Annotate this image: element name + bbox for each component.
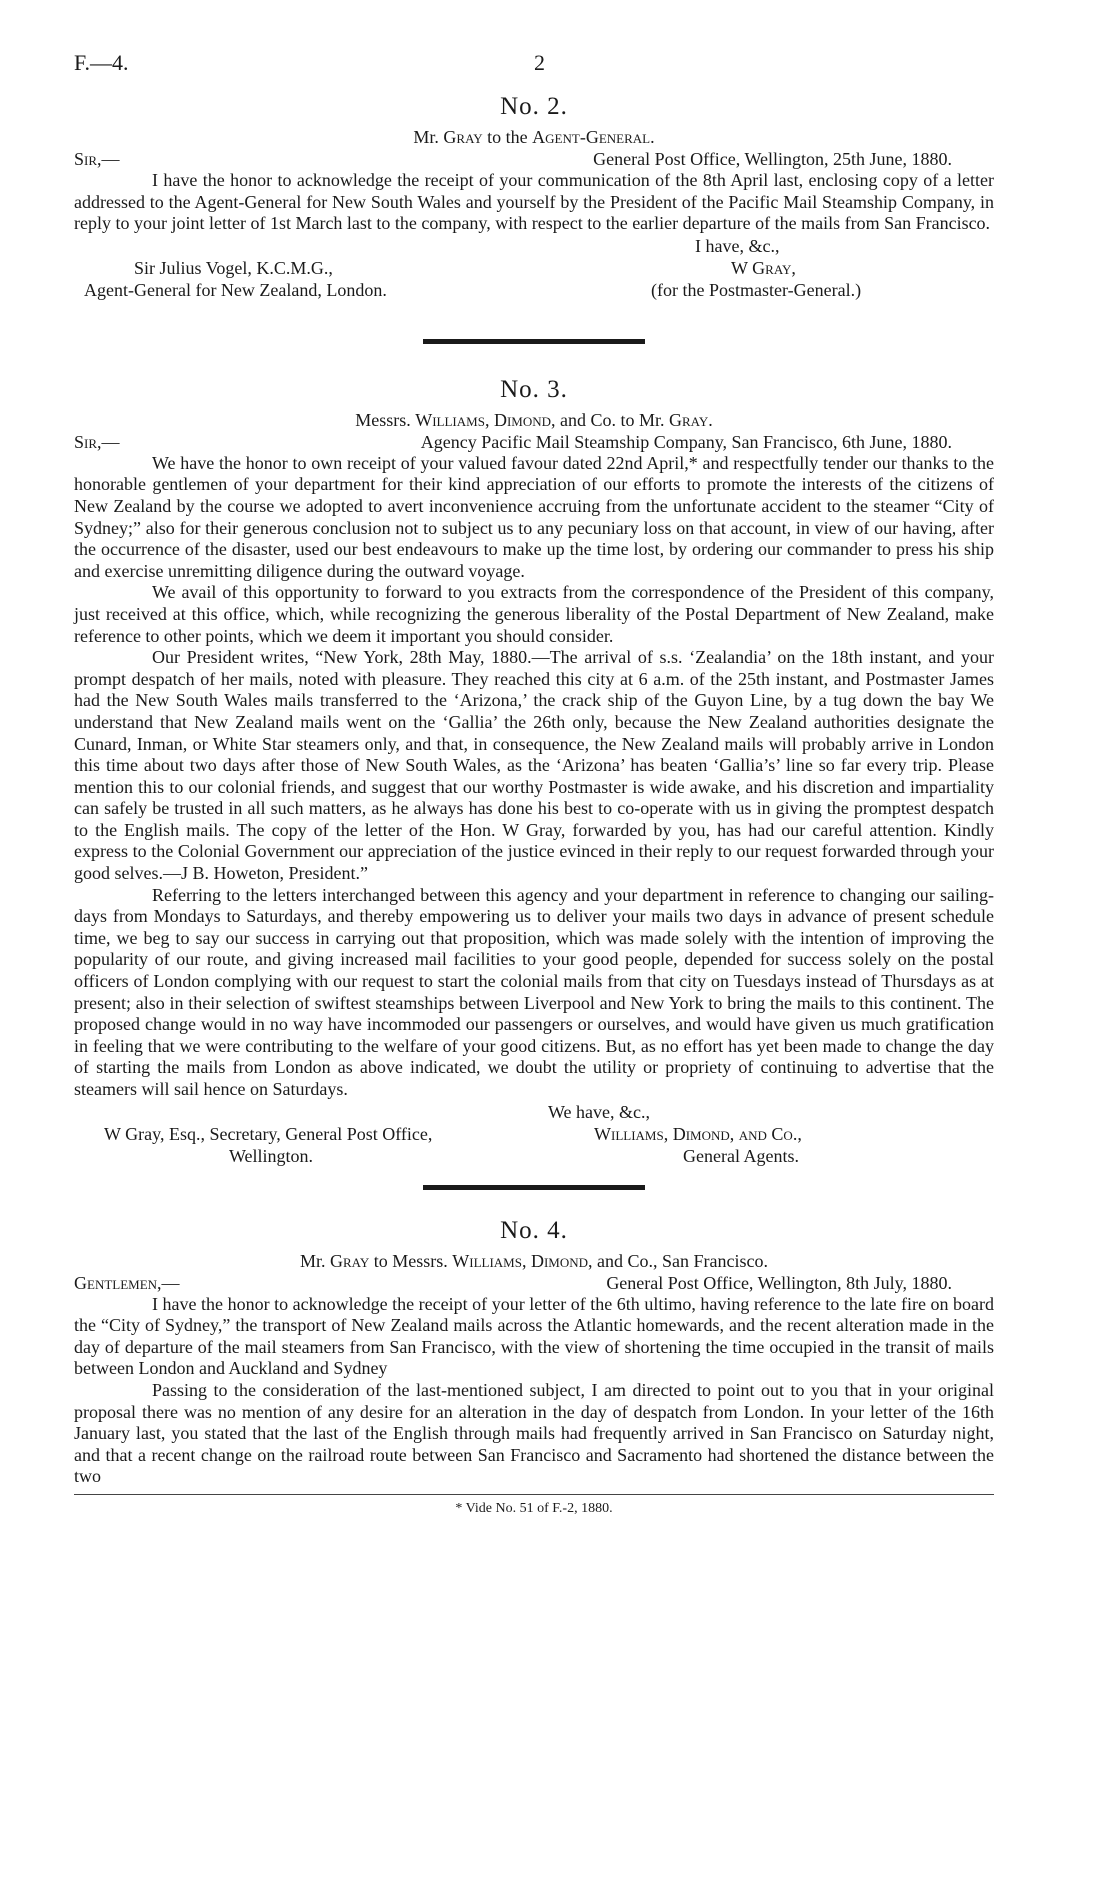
letter-heading [74,1250,994,1272]
section-divider [423,1185,645,1190]
letter-closing [74,1101,994,1167]
letter-address: Agency Pacific Mail Steamship Company, San Francisco, 6th June, 1880. [420,431,952,452]
recipient-name: W Gray, Esq., Secretary, General Post Office, [104,1123,433,1144]
salutation-row [74,431,994,453]
letter-no-2 [74,92,994,303]
letter-heading: Mr. Gray to the Agent-General. [413,127,655,147]
letter-number: No. 2. [500,93,568,120]
salutation: Sir,— [74,149,120,169]
letter-paragraph: I have the honor to acknowledge the receipt of your communication of the 8th April last, enclosing copy of a letter addressed to the Agent-General for New South Wales and yourself by the President of the Pacific Mail Steamship Company, in reply to your joint letter of 1st March last to the company, with respect to the earlier departure of the mails from San Francisco. [74,170,994,234]
letter-paragraph: Referring to the letters interchanged between this agency and your department in reference to changing our sailing-days from Mondays to Saturdays, and thereby empowering us to deliver your mails two days in advance of present schedule time, we beg to say our success in carrying out that proposition, which was made solely with the intention of improving the popularity of our route, and giving increased mail facilities to your good people, depended for success solely on the postal officers of London complying with our request to start the colonial mails from that city on Tuesdays instead of Thursdays as at present; also in their selection of swiftest steamships between Liverpool and New York to bring the mails to this continent. The proposed change would in no way have incommoded our passengers or ourselves, and would have given us much gratification in feeling that we were contributing to the welfare of your good citizens. But, as no effort has yet been made to change the day of starting the mails from London as above indicated, we doubt the utility or propriety of continuing to advertise that the steamers will sail hence on Saturdays. [74,884,994,1099]
heading-from: Williams, Dimond, [415,409,556,430]
letter-number: No. 4. [500,1216,568,1244]
document-page [74,0,994,1517]
closing-phrase: I have, &c., [695,235,780,256]
letter-paragraph: I have the honor to acknowledge the receipt of your letter of the 6th ultimo, having reference to the late fire on board the “City of Sydney,” the transport of New Zealand mails across the Atlantic homewards, and the recent alteration made in the day of departure of the mail steamers from San Francisco, with the view of shortening the time occupied in the transit of mails between London and Auckland and Sydney [74,1293,994,1379]
page-number: 2 [534,50,545,75]
letter-no-3 [74,375,994,1167]
heading-mid: to Messrs. [369,1250,453,1271]
heading-to: Agent-General. [532,127,655,147]
section-divider [423,339,645,344]
recipient-title: Wellington. [229,1145,314,1166]
letter-closing [74,235,994,303]
letter-heading: Messrs. Williams, Dimond, and Co. to Mr. Gray. [355,409,713,430]
letter-paragraph: We avail of this opportunity to forward to you extracts from the correspondence of the President of this company, just received at this office, which, while recognizing the generous liberality of the Postal Department of New Zealand, make reference to other points, which we deem it important you should consider. [74,582,994,646]
footnote-divider [74,1494,994,1495]
heading-to: Williams, Dimond, [452,1250,593,1271]
sender-name: Williams, Dimond, and Co., [594,1123,802,1144]
letter-address: General Post Office, Wellington, 25th June, 1880. [593,149,952,169]
letter-address: General Post Office, Wellington, 8th July, 1880. [606,1272,952,1293]
sender-name: W Gray, [731,257,796,278]
letter-paragraph: Passing to the consideration of the last-mentioned subject, I am directed to point out to you that in your original proposal there was no mention of any desire for an alteration in the day of despatch from London. In your letter of the 16th January last, you stated that the last of the English through mails had frequently arrived in San Francisco on Saturday night, and that a recent change on the railroad route between San Francisco and Sacramento had shortened the distance between the two [74,1379,994,1487]
footnote: * Vide No. 51 of F.-2, 1880. [455,1500,613,1516]
heading-from: Gray [443,127,483,147]
recipient-name: Sir Julius Vogel, K.C.M.G., [134,257,333,278]
sender-title: (for the Postmaster-General.) [651,279,862,300]
heading-mid: to the [482,127,533,147]
heading-post: and Co., San Francisco. [592,1250,769,1271]
letter-paragraph: We have the honor to own receipt of your valued favour dated 22nd April,* and respectfully tender our thanks to the honorable gentlemen of your department for their kind appreciation of our efforts to promote the interests of the citizens of New Zealand by the course we adopted to avert inconvenience accruing from the unfortunate accident to the steamer “City of Sydney;” also for their generous conclusion not to subject us to any pecuniary loss on that account, in view of our having, after the occurrence of the disaster, used our best endeavours to make up the time lost, by ordering our commander to press his ship and exercise unremitting diligence during the outward voyage. [74,452,994,581]
salutation-row [74,148,994,170]
letter-no-4 [74,1216,994,1488]
salutation: Sir,— [74,431,120,452]
salutation-row [74,1272,994,1294]
closing-phrase: We have, &c., [548,1101,651,1122]
document-reference: F.—4. [74,50,129,75]
heading-to: Gray. [669,409,713,430]
letter-number: No. 3. [500,375,568,403]
heading-from: Gray [329,1250,370,1271]
recipient-title: Agent-General for New Zealand, London. [84,279,387,300]
salutation: Gentlemen,— [74,1272,180,1293]
heading-mid: and Co. to Mr. [555,409,670,430]
letter-paragraph: Our President writes, “New York, 28th May, 1880.—The arrival of s.s. ‘Zealandia’ on the 18th instant, and your prompt despatch of her mails, noted with pleasure. They reached this city at 6 a.m. of the 25th instant, and Postmaster James had the New South Wales mails transferred to the ‘Arizona,’ the crack ship of the Guyon Line, by a tug down the bay We understand that New Zealand mails went on the ‘Gallia’ the 26th only, because the New Zealand authorities designate the Cunard, Inman, or White Star steamers only, and that, in consequence, the New Zealand mails will probably arrive in London this time about two days after those of New South Wales, as the ‘Arizona’ has beaten ‘Gallia’s’ line so far every trip. Please mention this to our colonial friends, and suggest that our worthy Postmaster is wide awake, and his discretion and impartiality can safely be trusted in all such matters, as he always has done his best to co-operate with us in giving the promptest despatch to the English mails. The copy of the letter of the Hon. W Gray, forwarded by you, has had our careful attention. Kindly express to the Colonial Government our appreciation of the justice evinced in their reply to our request forwarded through your good selves.—J B. Howeton, President.” [74,647,994,884]
page-header [74,0,994,92]
heading-pre: Mr. [299,1250,330,1271]
sender-title: General Agents. [683,1145,799,1166]
